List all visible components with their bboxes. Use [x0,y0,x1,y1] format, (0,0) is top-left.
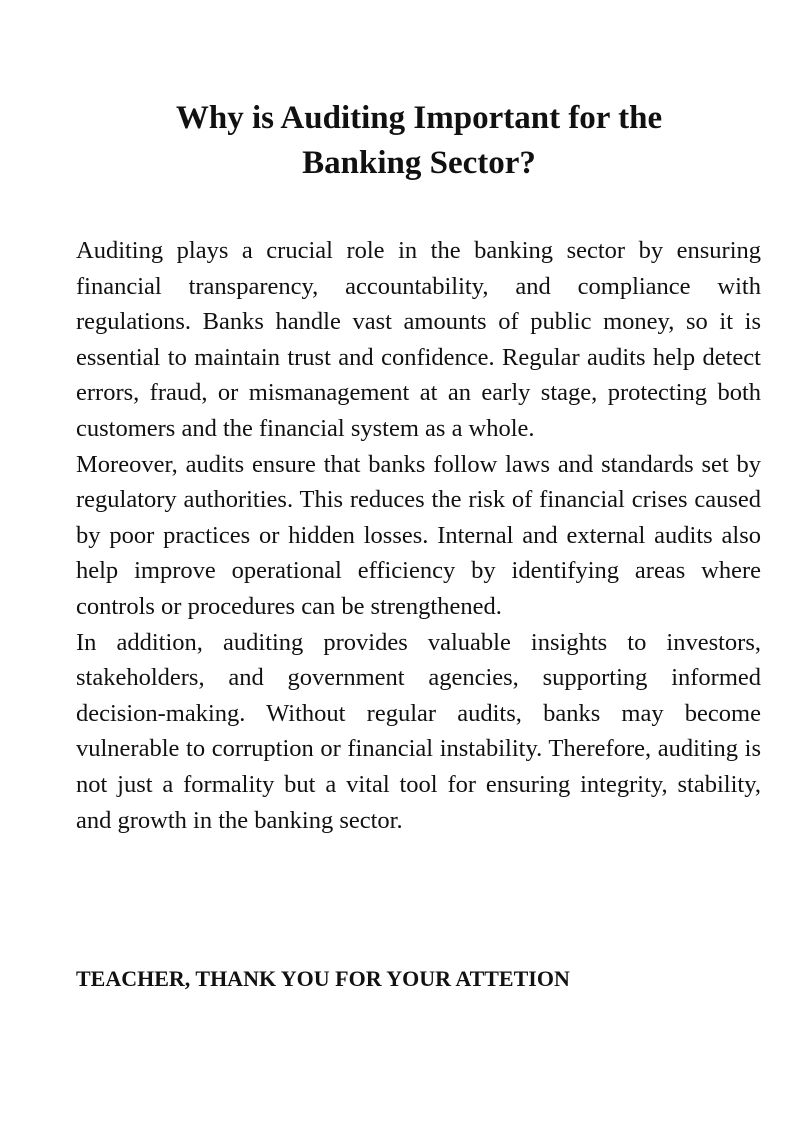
paragraph-3: In addition, auditing provides valuable insights to investors, stakeholders, and government agencies, supporting informed decision-making. Without regular audits, banks may become vulnerable to corruption or financial instability. Therefore, auditing is not just a formality but a vital tool for ensuring integrity, stability, and growth in the banking sector. [76,628,761,834]
closing-note: TEACHER, THANK YOU FOR YOUR ATTETION [76,966,570,991]
body-text [76,233,761,838]
page-title-line-2: Banking Sector? [302,145,536,181]
page-title-line-1: Why is Auditing Important for the [175,100,663,136]
page-title [0,96,800,186]
paragraph-2: Moreover, audits ensure that banks follow laws and standards set by regulatory authorities. This reduces the risk of financial crises caused by poor practices or hidden losses. Internal and external audits also help improve operational efficiency by identifying areas where controls or procedures can be strengthened. [76,450,761,620]
paragraph-1: Auditing plays a crucial role in the banking sector by ensuring financial transparency, accountability, and compliance with regulations. Banks handle vast amounts of public money, so it is essential to maintain trust and confidence. Regular audits help detect errors, fraud, or mismanagement at an early stage, protecting both customers and the financial system as a whole. [76,237,761,442]
